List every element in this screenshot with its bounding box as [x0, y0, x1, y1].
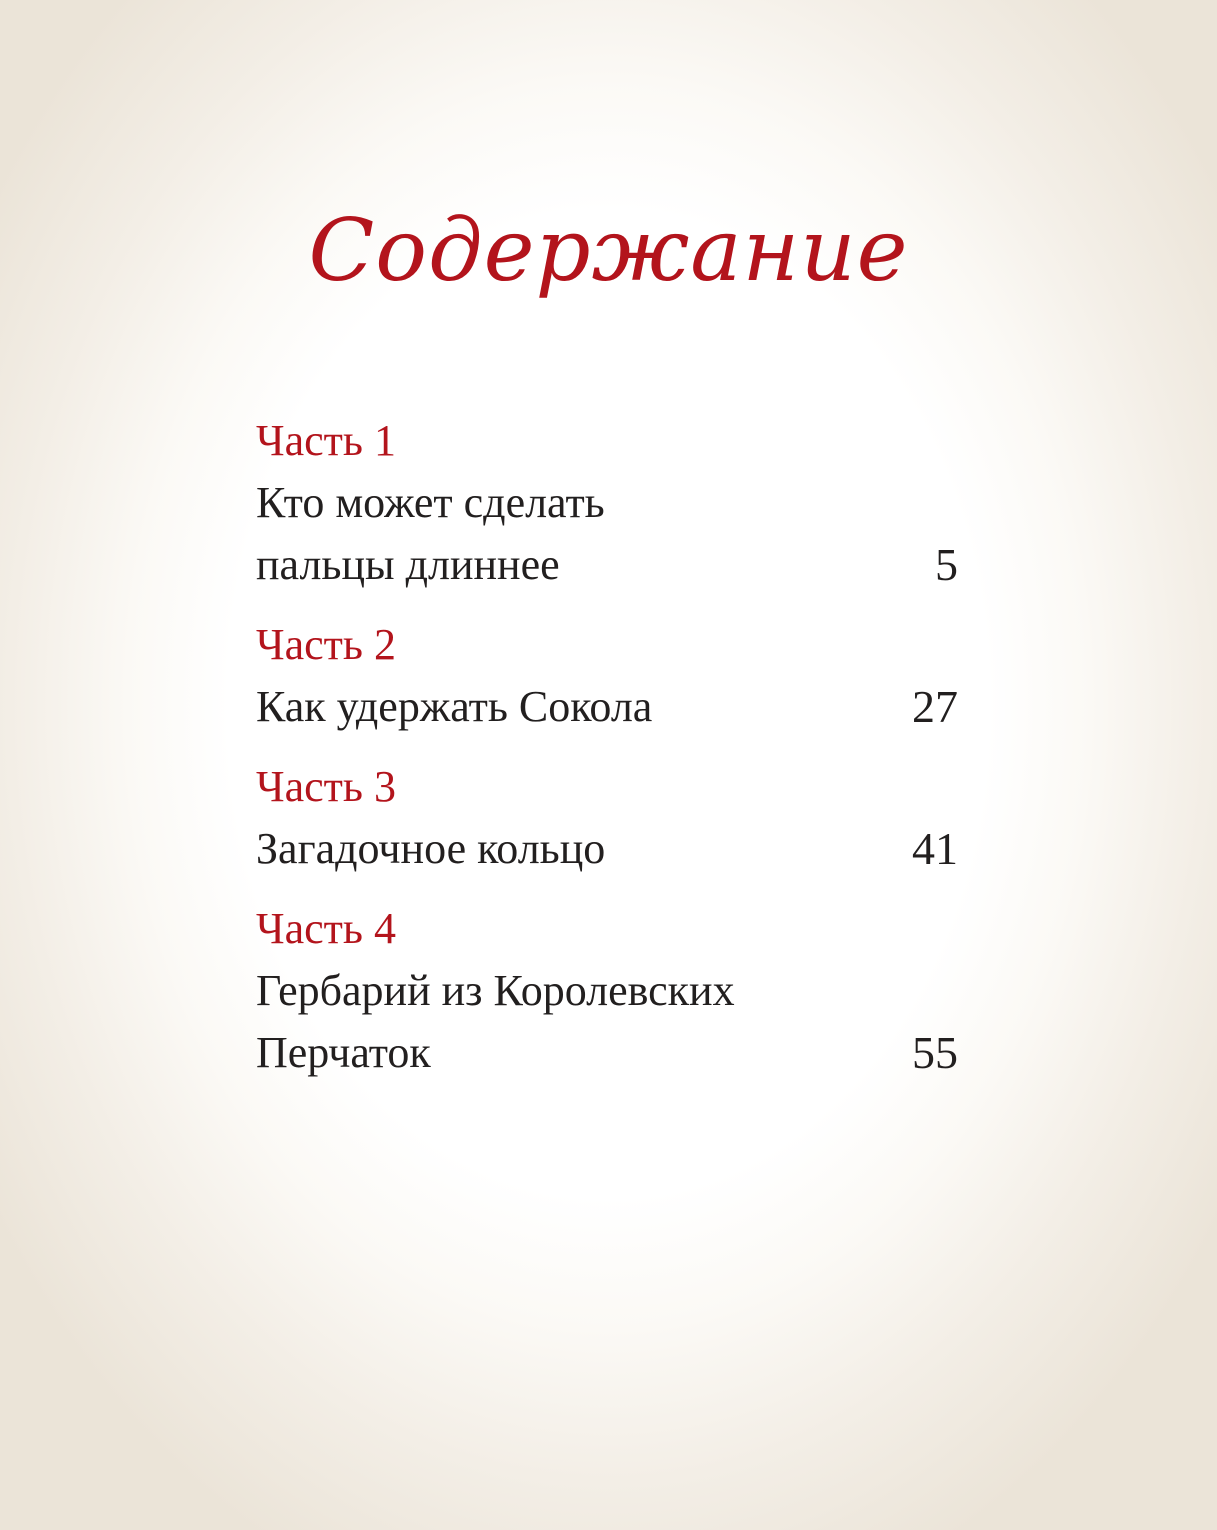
part-label: Часть 2 [256, 620, 396, 669]
toc-section-4 [256, 898, 966, 1084]
part-label: Часть 4 [256, 904, 396, 953]
entry-title-line: Перчаток [256, 1028, 431, 1077]
entry-title-line: Гербарий из Королевских [256, 966, 735, 1015]
page-number: 55 [912, 1027, 958, 1078]
toc-entry[interactable] [256, 472, 966, 596]
toc-entry[interactable] [256, 818, 966, 880]
toc-entry[interactable] [256, 676, 966, 738]
part-label: Часть 3 [256, 762, 396, 811]
entry-title-line: Загадочное кольцо [256, 824, 606, 873]
page-number: 27 [912, 681, 958, 732]
part-label: Часть 1 [256, 416, 396, 465]
table-of-contents [256, 410, 966, 1102]
toc-section-2 [256, 614, 966, 738]
page-number: 41 [912, 823, 958, 874]
page-number: 5 [935, 539, 958, 590]
entry-title-line: Как удержать Сокола [256, 682, 653, 731]
entry-title-line: пальцы длиннее [256, 540, 560, 589]
toc-section-3 [256, 756, 966, 880]
toc-section-1 [256, 410, 966, 596]
entry-title-line: Кто может сделать [256, 478, 605, 527]
page-title: Содержание [308, 201, 909, 301]
toc-entry[interactable] [256, 960, 966, 1084]
